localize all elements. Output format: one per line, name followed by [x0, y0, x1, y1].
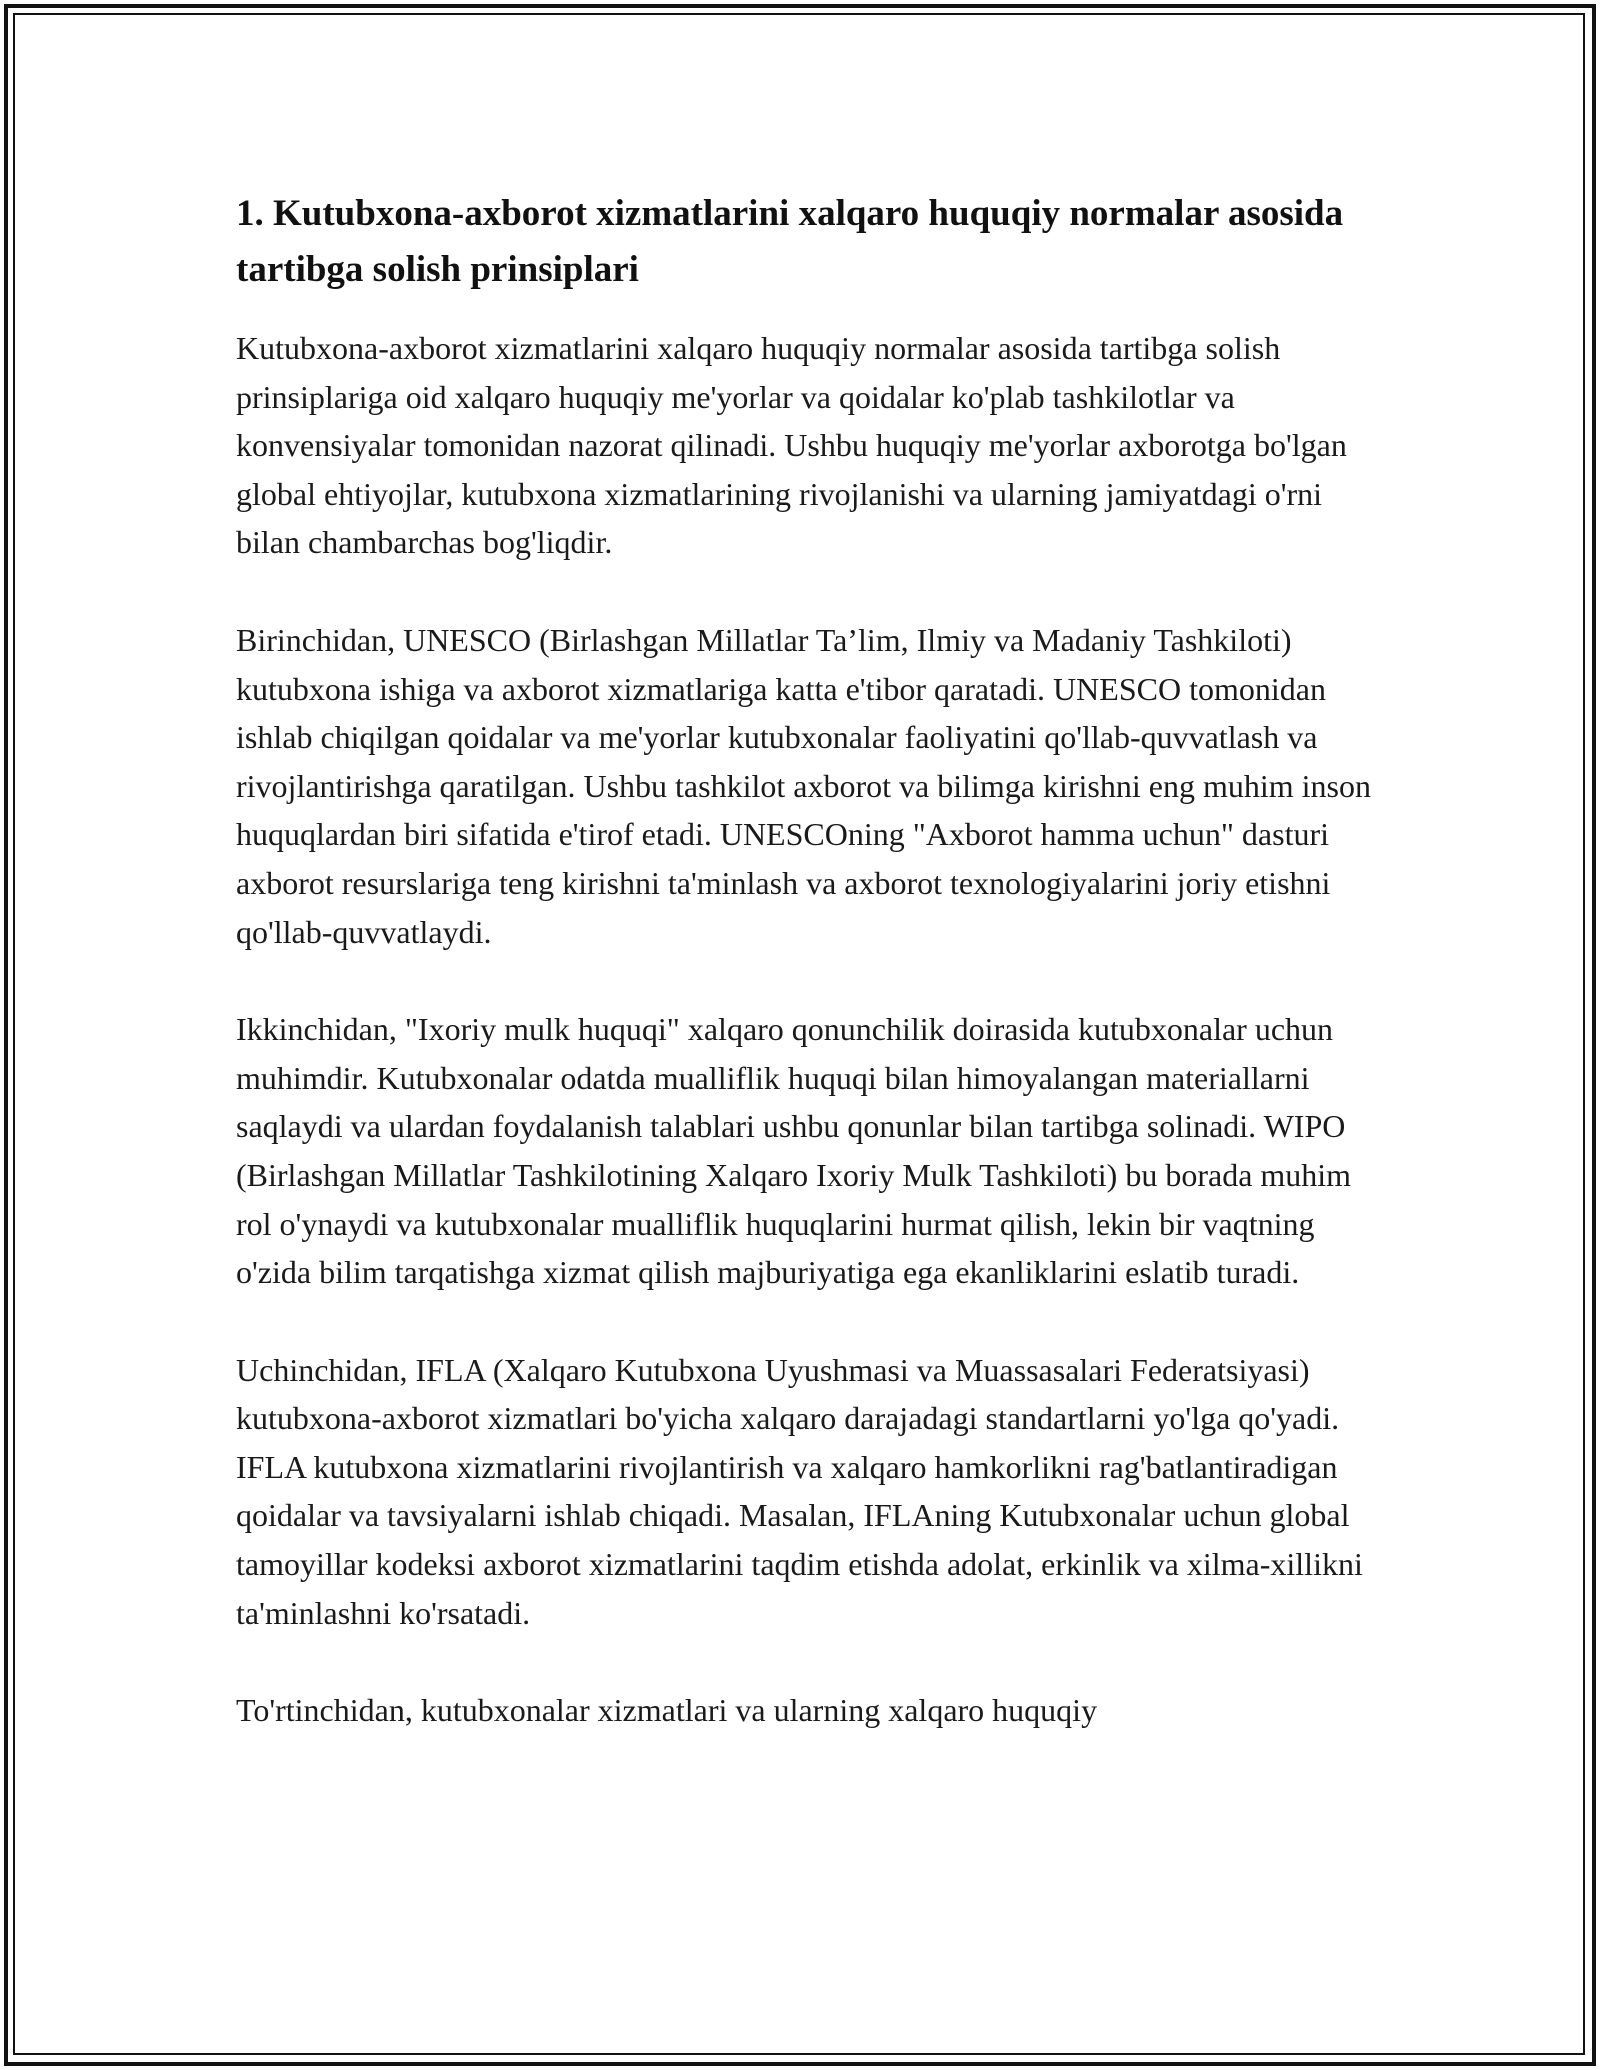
section-heading: 1. Kutubxona-axborot xizmatlarini xalqaro huquqiy normalar asosida tartibga solish prinsiplari	[236, 193, 1344, 290]
paragraph-ifla: Uchinchidan, IFLA (Xalqaro Kutubxona Uyushmasi va Muassasalari Federatsiyasi) kutubxona-axborot xizmatlari bo'yicha xalqaro darajadagi standartlarni yo'lga qo'yadi. IFLA kutubxona xizmatlarini rivojlantirish va xalqaro hamkorlikni rag'batlantiradigan qoidalar va tavsiyalarni ishlab chiqadi. Masalan, IFLAning Kutubxonalar uchun global tamoyillar kodeksi axborot xizmatlarini taqdim etishda adolat, erkinlik va xilma-xillikni ta'minlashni ko'rsatadi.	[236, 1351, 1363, 1631]
document-body	[236, 186, 1386, 1784]
paragraph-intellectual-property: Ikkinchidan, "Ixoriy mulk huquqi" xalqaro qonunchilik doirasida kutubxonalar uchun muhimdir. Kutubxonalar odatda mualliflik huquqi bilan himoyalangan materiallarni saqlaydi va ulardan foydalanish talablari ushbu qonunlar bilan tartibga solinadi. WIPO (Birlashgan Millatlar Tashkilotining Xalqaro Ixoriy Mulk Tashkiloti) bu borada muhim rol o'ynaydi va kutubxonalar mualliflik huquqlarini hurmat qilish, lekin bir vaqtning o'zida bilim tarqatishga xizmat qilish majburiyatiga ega ekanliklarini eslatib turadi.	[236, 1011, 1352, 1291]
paragraph-intro: Kutubxona-axborot xizmatlarini xalqaro huquqiy normalar asosida tartibga solish prinsiplariga oid xalqaro huquqiy me'yorlar va qoidalar ko'plab tashkilotlar va konvensiyalar tomonidan nazorat qilinadi. Ushbu huquqiy me'yorlar axborotga bo'lgan global ehtiyojlar, kutubxona xizmatlarining rivojlanishi va ularning jamiyatdagi o'rni bilan chambarchas bog'liqdir.	[236, 330, 1347, 561]
paragraph-fourth: To'rtinchidan, kutubxonalar xizmatlari va ularning xalqaro huquqiy	[236, 1692, 1098, 1729]
paragraph-unesco: Birinchidan, UNESCO (Birlashgan Millatlar Ta’lim, Ilmiy va Madaniy Tashkiloti) kutubxona ishiga va axborot xizmatlariga katta e'tibor qaratadi. UNESCO tomonidan ishlab chiqilgan qoidalar va me'yorlar kutubxonalar faoliyatini qo'llab-quvvatlash va rivojlantirishga qaratilgan. Ushbu tashkilot axborot va bilimga kirishni eng muhim inson huquqlardan biri sifatida e'tirof etadi. UNESCOning "Axborot hamma uchun" dasturi axborot resurslariga teng kirishni ta'minlash va axborot texnologiyalarini joriy etishni qo'llab-quvvatlaydi.	[236, 621, 1371, 950]
